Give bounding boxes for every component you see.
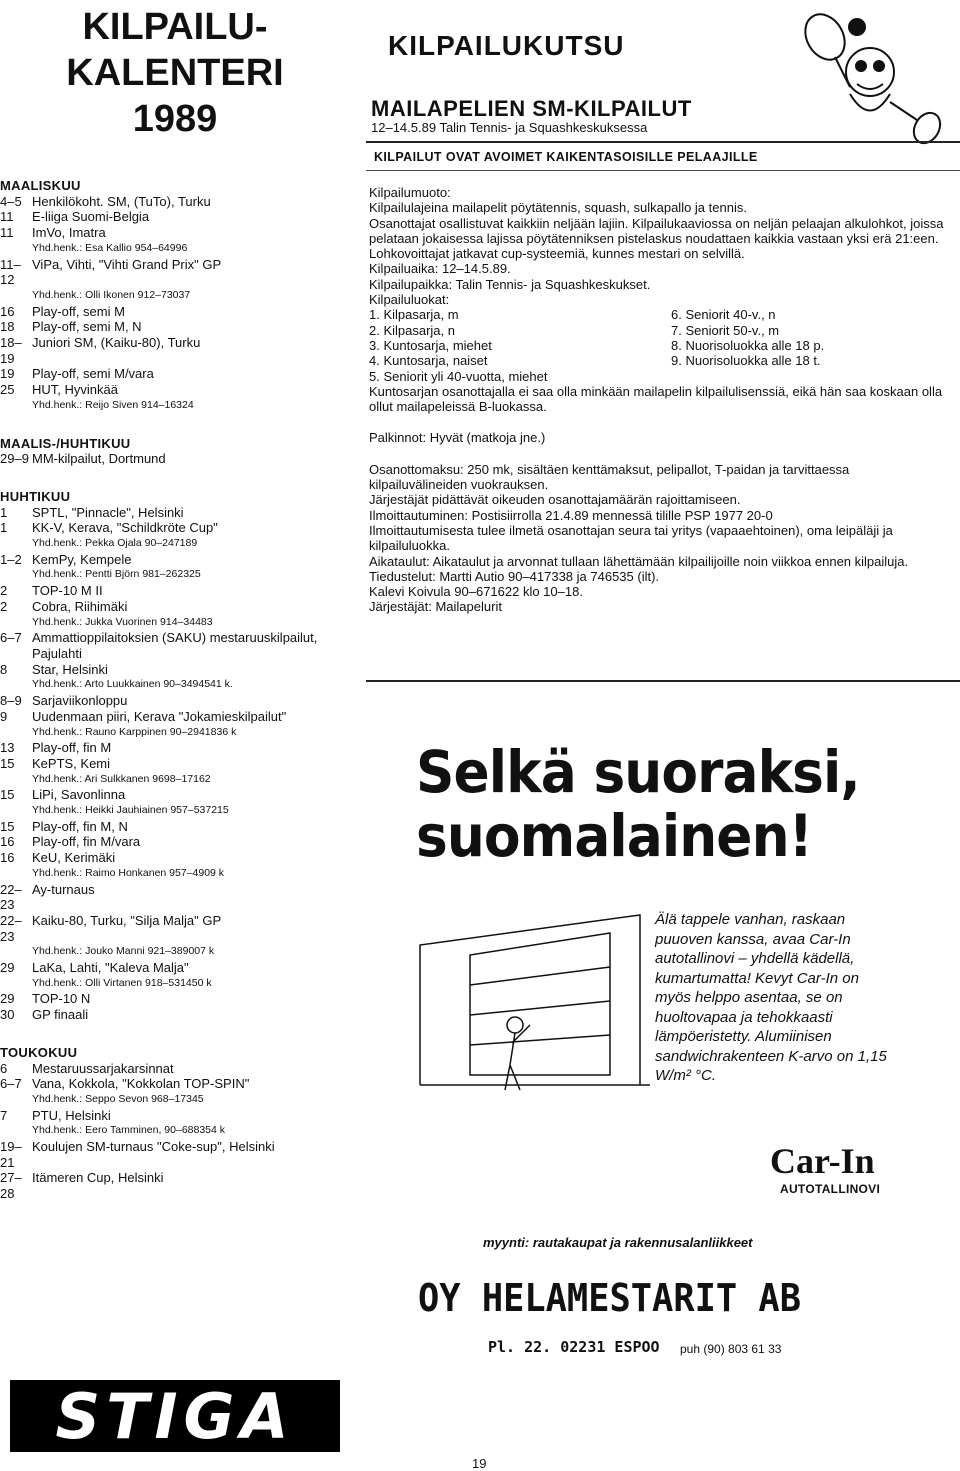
- racket-mascot-illustration: [795, 2, 945, 152]
- event-date: 9: [0, 708, 8, 724]
- month-heading: MAALISKUU: [0, 178, 81, 193]
- class-item: 5. Seniorit yli 40-vuotta, miehet: [369, 368, 548, 384]
- event-name: GP finaali: [32, 1007, 89, 1023]
- event-date: 11: [0, 209, 14, 225]
- event-date: 4–5: [0, 193, 22, 209]
- event-name: Play-off, semi M, N: [32, 319, 142, 335]
- class-item: 7. Seniorit 50-v., m: [671, 322, 780, 338]
- event-name: KeU, Kerimäki: [32, 850, 116, 866]
- event-row: [0, 583, 345, 599]
- ad-body-text: Älä tappele vanhan, raskaan puuoven kanssa, avaa Car-In autotallinovi – yhdellä kädellä, kumartumatta! Kevyt Car-In on myös helppo asentaa, se on huoltovapaa ja tehokkaasti lämpöeristetty. Alumiinisen sandwichrakenteen K-arvo on 1,15 W/m² °C.: [655, 911, 887, 1084]
- car-in-logo: Car-In: [770, 1141, 875, 1181]
- event-row: [0, 662, 345, 678]
- event-name: TOP-10 N: [32, 991, 91, 1007]
- contact-row: [0, 567, 345, 583]
- event-date: 19: [0, 366, 15, 382]
- sm-subtitle: 12–14.5.89 Talin Tennis- ja Squashkeskuksessa: [371, 120, 648, 135]
- event-date: 15: [0, 787, 15, 803]
- organizers: Järjestäjät: Mailapelurit: [369, 599, 502, 615]
- event-row: [0, 960, 345, 976]
- event-date: [0, 241, 32, 257]
- event-name: LaKa, Lahti, "Kaleva Malja": [32, 960, 189, 976]
- event-date: [0, 725, 32, 741]
- event-date: 8–9: [0, 693, 22, 709]
- event-date: 2: [0, 598, 8, 614]
- contact-person: Yhd.henk.: Rauno Karppinen 90–2941836 k: [32, 725, 237, 738]
- event-row: [0, 740, 345, 756]
- garage-door-illustration: [410, 905, 660, 1095]
- company-address: Pl. 22. 02231 ESPOO: [488, 1338, 660, 1356]
- event-row: [0, 520, 345, 536]
- event-row: [0, 913, 345, 944]
- format-cup: Lohkovoittajat jatkavat cup-systeemiä, kunnes mestari on selvillä.: [369, 246, 745, 262]
- event-row: [0, 225, 345, 241]
- svg-text:STIGA: STIGA: [55, 1380, 295, 1452]
- event-name: TOP-10 M II: [32, 583, 103, 599]
- contact-row: [0, 976, 345, 992]
- event-row: [0, 319, 345, 335]
- contact-row: [0, 725, 345, 741]
- event-date: 8: [0, 661, 8, 677]
- event-date: 11–12: [0, 256, 21, 288]
- event-date: [0, 772, 32, 788]
- ad-headline-line1: Selkä suoraksi,: [416, 738, 860, 806]
- event-name: Uudenmaan piiri, Kerava "Jokamieskilpailut": [32, 708, 287, 724]
- event-date: 16: [0, 303, 15, 319]
- car-in-subtitle: AUTOTALLINOVI: [780, 1182, 881, 1196]
- sm-title: MAILAPELIEN SM-KILPAILUT: [371, 96, 692, 121]
- contact-person: Yhd.henk.: Esa Kallio 954–64996: [32, 241, 188, 254]
- format-label: Kilpailumuoto:: [369, 185, 451, 200]
- event-row: [0, 991, 345, 1007]
- event-name: Star, Helsinki: [32, 661, 108, 677]
- event-calendar: [0, 178, 345, 1202]
- contact-person: Yhd.henk.: Pentti Björn 981–262325: [32, 568, 201, 581]
- class-item: 9. Nuorisoluokka alle 18 t.: [671, 353, 821, 369]
- event-row: [0, 709, 345, 725]
- contact-row: [0, 772, 345, 788]
- company-phone: puh (90) 803 61 33: [680, 1342, 782, 1356]
- event-date: 16: [0, 850, 15, 866]
- contact-person: Yhd.henk.: Eero Tamminen, 90–688354 k: [32, 1124, 226, 1137]
- contact-row: [0, 536, 345, 552]
- event-date: 16: [0, 834, 15, 850]
- company-name: OY HELAMESTARIT AB: [418, 1276, 801, 1320]
- event-name: Ay-turnaus: [32, 881, 95, 897]
- event-row: [0, 1061, 345, 1077]
- event-row: [0, 756, 345, 772]
- event-name: Vana, Kokkola, "Kokkolan TOP-SPIN": [32, 1076, 250, 1092]
- event-row: [0, 1108, 345, 1124]
- registration: Ilmoittautuminen: Postisiirrolla 21.4.89 mennessä tilille PSP 1977 20-0: [369, 507, 773, 523]
- event-name: Mestaruussarjakarsinnat: [32, 1060, 174, 1076]
- event-date: 25: [0, 382, 15, 398]
- contact-person: Yhd.henk.: Jukka Vuorinen 914–34483: [32, 615, 213, 628]
- event-date: [0, 803, 32, 819]
- event-row: [0, 335, 345, 366]
- event-date: 29–9: [0, 451, 29, 467]
- calendar-title: [10, 4, 340, 142]
- event-date: 11: [0, 225, 14, 241]
- classes-grid: [369, 307, 949, 383]
- classes-label: Kilpailuluokat:: [369, 292, 450, 308]
- event-name: SPTL, "Pinnacle", Helsinki: [32, 504, 184, 520]
- event-name: ImVo, Imatra: [32, 225, 106, 241]
- event-venue: Kilpailupaikka: Talin Tennis- ja Squashkeskukset.: [369, 276, 651, 292]
- contact-row: [0, 241, 345, 257]
- open-notice: KILPAILUT OVAT AVOIMET KAIKENTASOISILLE PELAAJILLE: [374, 150, 758, 164]
- event-date: [0, 944, 32, 960]
- divider: [366, 141, 960, 143]
- contact-person: Yhd.henk.: Reijo Siven 914–16324: [32, 398, 194, 411]
- ad-headline-line2: suomalainen!: [416, 802, 813, 870]
- event-date: [0, 1123, 32, 1139]
- event-name: MM-kilpailut, Dortmund: [32, 451, 166, 467]
- contact-person: Yhd.henk.: Pekka Ojala 90–247189: [32, 537, 198, 550]
- event-name: HUT, Hyvinkää: [32, 382, 118, 398]
- event-row: [0, 850, 345, 866]
- contact-row: [0, 677, 345, 693]
- event-row: [0, 819, 345, 835]
- event-name: Play-off, fin M: [32, 740, 112, 756]
- event-row: [0, 552, 345, 568]
- event-date: [0, 976, 32, 992]
- divider: [366, 170, 960, 171]
- event-time: Kilpailuaika: 12–14.5.89.: [369, 261, 511, 277]
- event-date: 18–19: [0, 335, 22, 366]
- event-name: KePTS, Kemi: [32, 755, 111, 771]
- contact-row: [0, 288, 345, 304]
- contact-row: [0, 398, 345, 414]
- event-row: [0, 209, 345, 225]
- event-date: [0, 567, 32, 583]
- contact-row: [0, 944, 345, 960]
- format-details: Osanottajat osallistuvat kaikkiin neljään lajiin. Kilpailukaaviossa on neljän pelaajan alkulohkot, joissa pelataan jokaisessa lajissa pöytätenniksen pistelaskus noudattaen kaikkia vastaan yksi erä 21:een.: [369, 215, 944, 246]
- event-name: Play-off, semi M/vara: [32, 366, 154, 382]
- event-row: [0, 882, 345, 913]
- contact-person: Yhd.henk.: Olli Ikonen 912–73037: [32, 288, 191, 301]
- contact-person: Yhd.henk.: Olli Virtanen 918–531450 k: [32, 976, 212, 989]
- event-date: 6–7: [0, 1076, 22, 1092]
- event-date: 15: [0, 818, 15, 834]
- registration-details: Ilmoittautumisesta tulee ilmetä osanottajan seura tai yritys (vapaaehtoinen), oma leipäläji ja kilpailuluokka.: [369, 522, 893, 554]
- event-date: 1: [0, 520, 8, 536]
- event-date: 6–7: [0, 630, 22, 646]
- event-row: [0, 599, 345, 615]
- month-heading: MAALIS-/HUHTIKUU: [0, 435, 131, 451]
- event-name: Cobra, Riihimäki: [32, 598, 128, 614]
- event-date: [0, 536, 32, 552]
- event-date: 22–23: [0, 912, 22, 944]
- event-name: PTU, Helsinki: [32, 1107, 111, 1123]
- contact-person: Yhd.henk.: Ari Sulkkanen 9698–17162: [32, 772, 211, 785]
- divider: [366, 680, 960, 682]
- event-row: [0, 451, 345, 467]
- event-date: 30: [0, 1007, 15, 1023]
- event-row: [0, 304, 345, 320]
- event-name: Itämeren Cup, Helsinki: [32, 1170, 164, 1186]
- event-date: 18: [0, 319, 15, 335]
- title-line2: KALENTERI: [66, 52, 284, 94]
- contact-person: Yhd.henk.: Heikki Jauhiainen 957–537215: [32, 804, 229, 817]
- format-sports: Kilpailulajeina mailapelit pöytätennis, squash, sulkapallo ja tennis.: [369, 200, 747, 216]
- class-item: 2. Kilpasarja, n: [369, 322, 455, 338]
- stiga-logo: [10, 1380, 340, 1452]
- event-date: 1–2: [0, 551, 22, 567]
- schedules: Aikataulut: Aikataulut ja arvonnat tullaan lähettämään kilpailijoille noin viikkoa ennen kilpailuja.: [369, 553, 909, 569]
- event-row: [0, 257, 345, 288]
- event-name: Juniori SM, (Kaiku-80), Turku: [32, 335, 201, 351]
- event-date: 27–28: [0, 1170, 22, 1202]
- event-row: [0, 630, 345, 661]
- event-row: [0, 1170, 345, 1201]
- class-item: 8. Nuorisoluokka alle 18 p.: [671, 337, 825, 353]
- event-row: [0, 1076, 345, 1092]
- event-name: ViPa, Vihti, "Vihti Grand Prix" GP: [32, 256, 222, 272]
- event-name: KK-V, Kerava, "Schildkröte Cup": [32, 520, 218, 536]
- event-name: LiPi, Savonlinna: [32, 787, 126, 803]
- prizes: Palkinnot: Hyvät (matkoja jne.): [369, 430, 546, 446]
- event-name: Henkilökoht. SM, (TuTo), Turku: [32, 193, 211, 209]
- event-date: [0, 398, 32, 414]
- event-date: 13: [0, 740, 15, 756]
- kutsu-heading: KILPAILUKUTSU: [388, 30, 625, 61]
- contact-row: [0, 1123, 345, 1139]
- event-date: 7: [0, 1107, 8, 1123]
- event-row: [0, 505, 345, 521]
- event-date: 2: [0, 583, 8, 599]
- page-number: 19: [472, 1456, 487, 1471]
- contact-person: Yhd.henk.: Seppo Sevon 968–17345: [32, 1092, 204, 1105]
- ad-headline: [416, 740, 894, 868]
- event-row: [0, 787, 345, 803]
- entry-fee: Osanottomaksu: 250 mk, sisältäen kenttämaksut, pelipallot, T-paidan ja tarvittaessa kilpailuvälineiden vuokrauksen.: [369, 461, 850, 493]
- inquiries: Tiedustelut: Martti Autio 90–417338 ja 746535 (ilt).: [369, 568, 660, 584]
- class-item: 6. Seniorit 40-v., n: [671, 307, 776, 323]
- event-date: [0, 866, 32, 882]
- event-name: Play-off, semi M: [32, 303, 125, 319]
- contact-row: [0, 866, 345, 882]
- event-date: [0, 677, 32, 693]
- event-date: 6: [0, 1060, 8, 1076]
- event-name: Kaiku-80, Turku, "Silja Malja" GP: [32, 912, 222, 928]
- event-name: Sarjaviikonloppu: [32, 693, 128, 709]
- class-item: [671, 369, 949, 384]
- class-item: 4. Kuntosarja, naiset: [369, 353, 488, 369]
- contact-row: [0, 1092, 345, 1108]
- contact-row: [0, 615, 345, 631]
- event-name: KemPy, Kempele: [32, 551, 132, 567]
- title-line1: KILPAILU-: [82, 6, 268, 48]
- event-row: [0, 1139, 345, 1170]
- invitation-body: [369, 185, 949, 615]
- event-date: 29: [0, 991, 15, 1007]
- event-date: 22–23: [0, 881, 22, 913]
- event-row: [0, 382, 345, 398]
- event-row: [0, 693, 345, 709]
- month-heading: TOUKOKUU: [0, 1044, 78, 1060]
- event-name: E-liiga Suomi-Belgia: [32, 209, 150, 225]
- contact-person: Yhd.henk.: Raimo Honkanen 957–4909 k: [32, 866, 225, 879]
- event-date: 19–21: [0, 1139, 22, 1170]
- kunto-rule: Kuntosarjan osanottajalla ei saa olla minkään mailapelin kilpailulisenssiä, eikä hän saa koskaan olla ollut mailapeleissä B-luokassa.: [369, 383, 943, 415]
- event-date: [0, 1092, 32, 1108]
- event-date: 15: [0, 755, 15, 771]
- event-row: [0, 1007, 345, 1023]
- event-name: Play-off, fin M/vara: [32, 834, 141, 850]
- contact-row: [0, 803, 345, 819]
- event-date: [0, 288, 32, 304]
- event-date: 29: [0, 960, 15, 976]
- class-item: 1. Kilpasarja, m: [369, 307, 459, 323]
- event-name: Play-off, fin M, N: [32, 818, 128, 834]
- sales-outlets: myynti: rautakaupat ja rakennusalanliikkeet: [483, 1235, 753, 1250]
- contact-person: Yhd.henk.: Arto Luukkainen 90–3494541 k.: [32, 678, 233, 691]
- event-date: [0, 615, 32, 631]
- class-item: 3. Kuntosarja, miehet: [369, 337, 492, 353]
- event-row: [0, 194, 345, 210]
- month-heading: HUHTIKUU: [0, 488, 71, 504]
- contact-person: Yhd.henk.: Jouko Manni 921–389007 k: [32, 945, 215, 958]
- event-row: [0, 834, 345, 850]
- event-date: 1: [0, 504, 8, 520]
- event-row: [0, 366, 345, 382]
- organizer-right: Järjestäjät pidättävät oikeuden osanottajamäärän rajoittamiseen.: [369, 492, 741, 508]
- inquiries-2: Kalevi Koivula 90–671622 klo 10–18.: [369, 584, 583, 600]
- event-name: Koulujen SM-turnaus "Coke-sup", Helsinki: [32, 1139, 275, 1155]
- event-name: Ammattioppilaitoksien (SAKU) mestaruuskilpailut, Pajulahti: [32, 630, 318, 661]
- title-year: 1989: [132, 98, 218, 140]
